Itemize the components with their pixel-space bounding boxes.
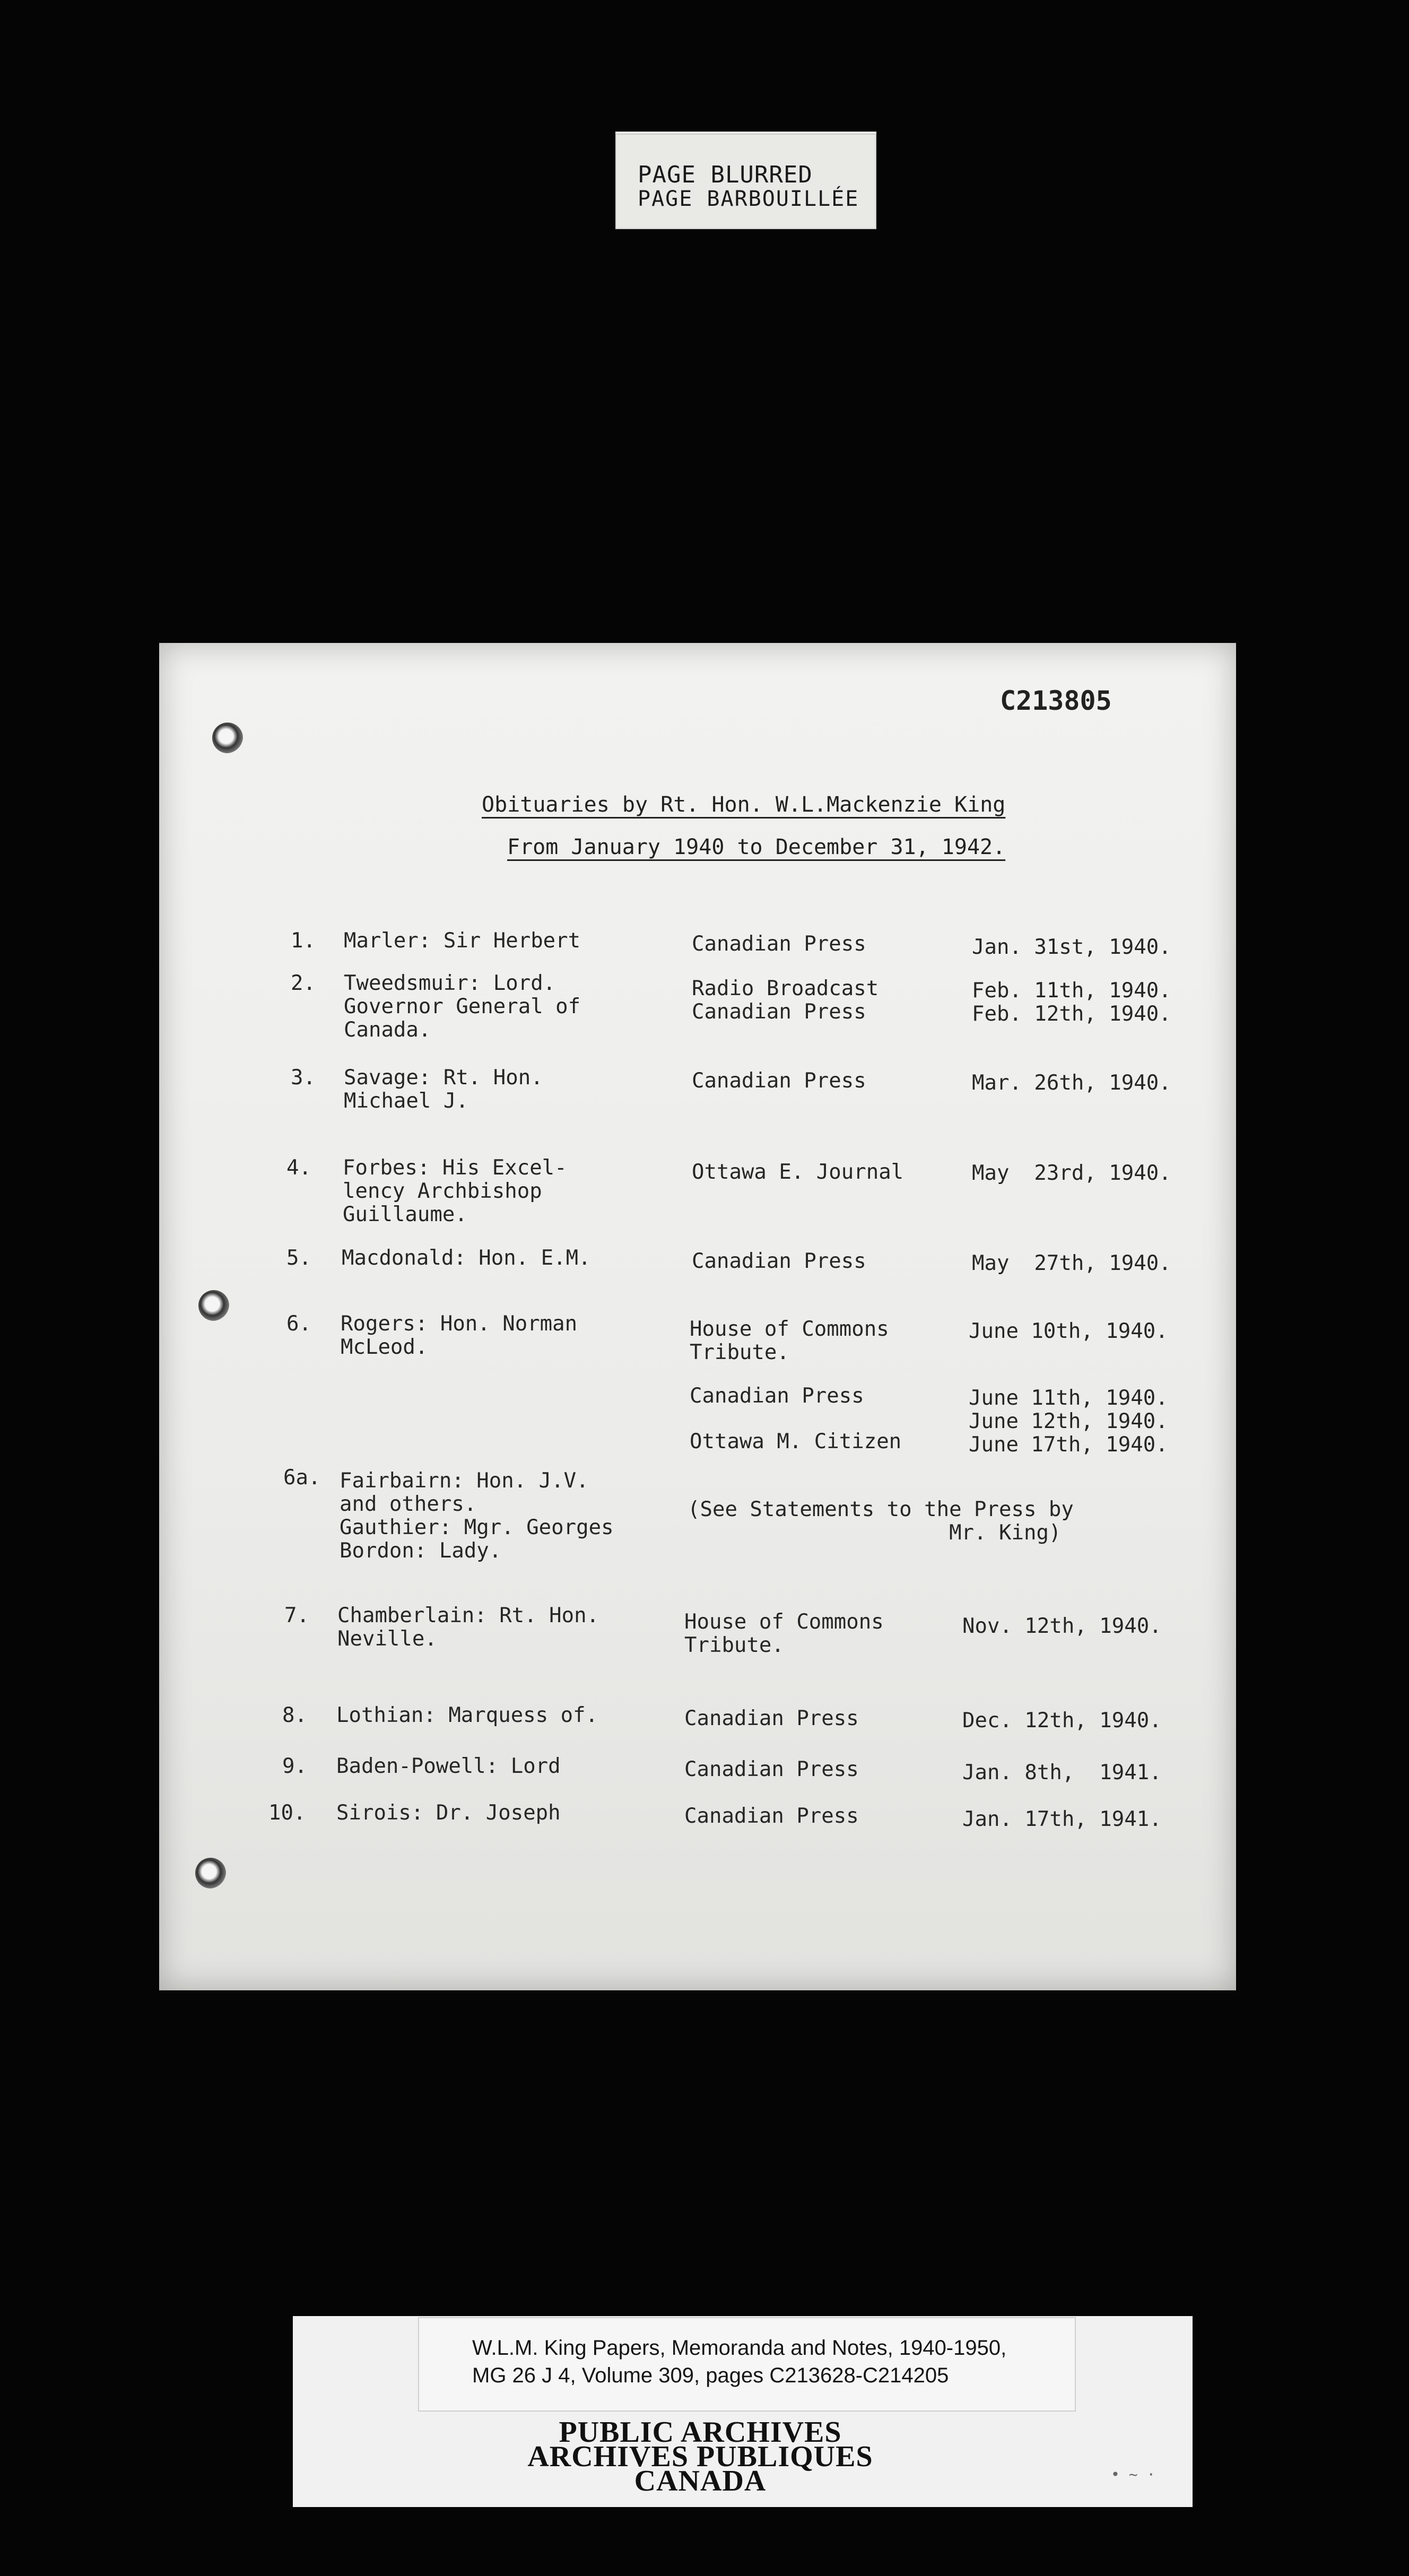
entry-number: 4.	[286, 1156, 311, 1180]
entry-date: June 12th, 1940.	[969, 1409, 1168, 1433]
entry-number: 1.	[291, 929, 316, 953]
entry-date: Feb. 12th, 1940.	[972, 1002, 1171, 1026]
entry-date: June 11th, 1940.	[969, 1386, 1168, 1410]
page-blurred-label	[615, 132, 876, 229]
entry-name: Forbes: His Excel- lency Archbishop Guillaume.	[343, 1156, 567, 1226]
entry-date: Feb. 11th, 1940.	[972, 979, 1171, 1003]
stamp-line-3: CANADA	[634, 2465, 767, 2497]
entry-date: Dec. 12th, 1940.	[962, 1709, 1162, 1733]
entry-source: Canadian Press	[684, 1804, 859, 1828]
entry-number: 6.	[286, 1312, 311, 1336]
document-title: Obituaries by Rt. Hon. W.L.Mackenzie King	[482, 793, 1006, 817]
entry-source: Radio Broadcast	[692, 977, 879, 1000]
entry-source: Canadian Press	[684, 1707, 859, 1730]
punch-hole-middle	[198, 1290, 229, 1321]
stamp-line-1: PUBLIC ARCHIVES	[559, 2416, 842, 2449]
stamp-line-2: ARCHIVES PUBLIQUES	[527, 2440, 873, 2473]
punch-hole-top	[212, 723, 243, 753]
entry-name: Fairbairn: Hon. J.V. and others. Gauthier: Mgr. Georges Bordon: Lady.	[340, 1469, 614, 1563]
entry-number: 8.	[282, 1703, 307, 1727]
entry-date: May 23rd, 1940.	[972, 1161, 1171, 1185]
entry-date: Nov. 12th, 1940.	[962, 1614, 1162, 1638]
entry-name: Tweedsmuir: Lord. Governor General of Canada.	[344, 971, 581, 1042]
entry-date: Jan. 31st, 1940.	[972, 935, 1171, 959]
entry-source: Canadian Press	[690, 1384, 864, 1408]
entry-number: 7.	[284, 1604, 309, 1628]
entry-source: Canadian Press	[684, 1757, 859, 1781]
reference-line-2: MG 26 J 4, Volume 309, pages C213628-C214205	[472, 2364, 949, 2387]
blurred-label-english: PAGE BLURRED	[638, 161, 813, 188]
entry-source: Canadian Press	[692, 932, 866, 956]
entry-source: Canadian Press	[692, 1069, 866, 1093]
entry-date: Jan. 17th, 1941.	[962, 1807, 1162, 1831]
entry-date: May 27th, 1940.	[972, 1251, 1171, 1275]
entry-number: 5.	[286, 1246, 311, 1270]
entry-date: Jan. 8th, 1941.	[962, 1761, 1162, 1785]
entry-source: Ottawa E. Journal	[692, 1160, 904, 1184]
entry-number: 10.	[268, 1801, 306, 1825]
entry-date: Mar. 26th, 1940.	[972, 1071, 1171, 1095]
archive-reference-note	[418, 2317, 1076, 2412]
entry-source: (See Statements to the Press by Mr. King)	[688, 1498, 1074, 1545]
entry-name: Baden-Powell: Lord	[336, 1754, 561, 1778]
entry-source: Ottawa M. Citizen	[690, 1430, 902, 1454]
entry-date: June 10th, 1940.	[969, 1319, 1168, 1343]
entry-name: Chamberlain: Rt. Hon. Neville.	[337, 1604, 599, 1651]
entry-date: June 17th, 1940.	[969, 1433, 1168, 1457]
entry-name: Sirois: Dr. Joseph	[336, 1801, 561, 1825]
entry-source: Canadian Press	[692, 1249, 866, 1273]
entry-source: Canadian Press	[692, 1000, 866, 1024]
entry-source: House of Commons Tribute.	[684, 1610, 884, 1657]
reference-line-1: W.L.M. King Papers, Memoranda and Notes, 1940-1950,	[472, 2336, 1007, 2360]
entry-number: 2.	[291, 971, 316, 995]
entry-number: 3.	[291, 1066, 316, 1090]
document-number: C213805	[1000, 685, 1112, 716]
document-page	[159, 643, 1236, 1990]
blurred-label-french: PAGE BARBOUILLÉE	[638, 187, 859, 211]
entry-name: Marler: Sir Herbert	[344, 929, 581, 953]
public-archives-stamp	[387, 2416, 1013, 2497]
entry-name: Savage: Rt. Hon. Michael J.	[344, 1066, 543, 1113]
entry-name: Lothian: Marquess of.	[336, 1703, 598, 1727]
entry-name: Rogers: Hon. Norman McLeod.	[341, 1312, 578, 1359]
punch-hole-bottom	[195, 1858, 226, 1889]
entry-number: 9.	[282, 1754, 307, 1778]
entry-name: Macdonald: Hon. E.M.	[342, 1246, 591, 1270]
entry-source: House of Commons Tribute.	[690, 1317, 889, 1364]
entry-number: 6a.	[283, 1466, 321, 1490]
document-subtitle: From January 1940 to December 31, 1942.	[507, 835, 1006, 859]
scan-marks: • ~ ·	[1111, 2466, 1156, 2483]
